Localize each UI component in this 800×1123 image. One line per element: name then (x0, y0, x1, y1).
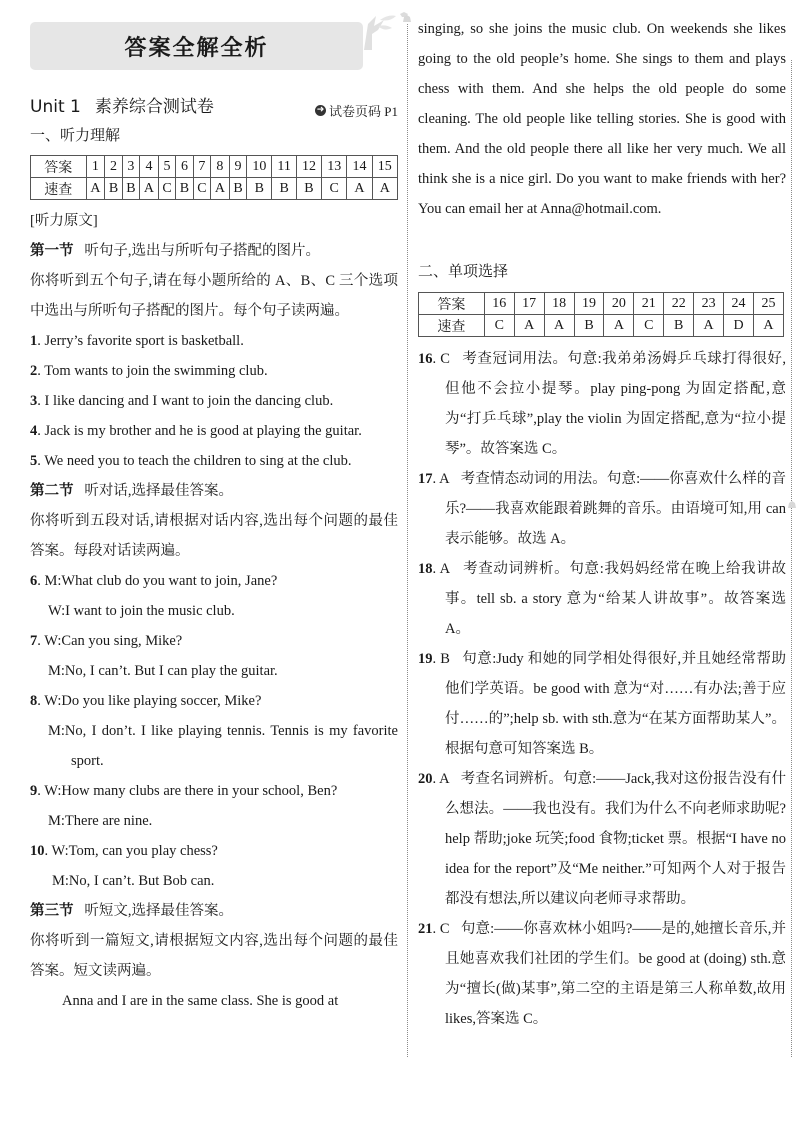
part1-heading: 第一节 (30, 243, 74, 259)
dialogue-text: M:What club do you want to join, Jane? (44, 573, 278, 589)
question-number-cell: 15 (372, 156, 397, 178)
part3-heading: 第三节 (30, 903, 74, 919)
table-row-answers (419, 315, 784, 337)
answer-cell: C (193, 178, 210, 200)
passage-continuation: singing, so she joins the music club. On weekends she likes going to the old people’s home. She sings to them and plays chess with them. And she helps the old people do some cleaning. The old people like telling stories. She is good with them. And the old people there all like her very much. We all think she is a nice girl. Do you want to make friends with her? You can email her at Anna@hotmail.com. (418, 21, 786, 217)
question-number-cell: 16 (484, 293, 514, 315)
question-number-cell: 11 (272, 156, 296, 178)
answer-cell: B (229, 178, 246, 200)
part2-description: 你将听到五段对话,请根据对话内容,选出每个问题的最佳答案。每段对话读两遍。 (30, 513, 398, 559)
item-text: Jerry’s favorite sport is basketball. (44, 333, 244, 349)
listening-sentence: 1. Jerry’s favorite sport is basketball. (30, 333, 244, 349)
item-number: 8 (30, 693, 38, 709)
answer-cell: C (484, 315, 514, 337)
item-number: 9 (30, 783, 38, 799)
arrow-right-icon: ➜ (316, 105, 325, 115)
passage-continuation-block (418, 14, 786, 224)
answer-cell: B (122, 178, 139, 200)
question-number-cell: 10 (247, 156, 272, 178)
question-number-cell: 14 (347, 156, 372, 178)
table-label: 速查 (31, 178, 87, 200)
item-number: 10 (30, 843, 45, 859)
item-number: 21 (418, 921, 433, 937)
page-ref-label: 试卷页码 P1 (329, 104, 398, 119)
question-number-cell: 21 (634, 293, 664, 315)
dialogue-line: 6. M:What club do you want to join, Jane? (30, 573, 278, 589)
answer-letter: A (439, 561, 451, 577)
answer-cell: B (176, 178, 193, 200)
item-number: 19 (418, 651, 433, 667)
section1-title: 一、听力理解 (30, 126, 121, 144)
answer-letter: A (439, 771, 450, 787)
table-label: 答案 (31, 156, 87, 178)
answer-letter: C (439, 921, 450, 937)
answer-cell: B (247, 178, 272, 200)
question-number-cell: 13 (322, 156, 347, 178)
hand-icon (786, 500, 798, 510)
answer-cell: A (544, 315, 574, 337)
listening-sentence: 2. Tom wants to join the swimming club. (30, 363, 268, 379)
explanations (418, 344, 786, 1034)
question-number-cell: 20 (604, 293, 634, 315)
answer-table-choice (418, 292, 784, 337)
item-text: We need you to teach the children to sing at the club. (44, 453, 352, 469)
hand-icon (401, 14, 413, 24)
unit-title (30, 92, 214, 117)
dialogue-text: M:No, I can’t. But Bob can. (52, 873, 215, 889)
item-number: 18 (418, 561, 433, 577)
right-edge-divider (791, 60, 792, 1057)
part2-heading-line (30, 476, 398, 506)
dialogue-line (30, 656, 398, 686)
explanation-text: 句意:——你喜欢林小姐吗?——是的,她擅长音乐,并且她喜欢我们社团的学生们。be good at (doing) sth.意为“擅长(做)某事”,第二空的主语是第三人称单数,故用 likes,答案选 C。 (445, 921, 787, 1027)
dialogue-text: M:No, I don’t. I like playing tennis. Tennis is my favorite sport. (48, 723, 398, 769)
part2-instruction: 听对话,选择最佳答案。 (84, 483, 233, 499)
answer-cell: C (158, 178, 175, 200)
part3-description: 你将听到一篇短文,请根据短文内容,选出每个问题的最佳答案。短文读两遍。 (30, 933, 398, 979)
table-row-answers (31, 178, 398, 200)
answer-cell: A (347, 178, 372, 200)
header-banner (30, 22, 363, 70)
unit-header (30, 92, 398, 120)
answer-cell: A (694, 315, 724, 337)
answer-cell: B (105, 178, 122, 200)
answer-cell: D (724, 315, 754, 337)
dialogue-text: M:No, I can’t. But I can play the guitar. (48, 663, 278, 679)
explanation-text: 考查情态动词的用法。句意:——你喜欢什么样的音乐?——我喜欢能跟着跳舞的音乐。由语境可知,用 can 表示能够。故选 A。 (445, 471, 787, 547)
answer-cell: B (574, 315, 604, 337)
explanation-text: 句意:Judy 和她的同学相处得很好,并且她经常帮助他们学英语。be good with 意为“对……有办法;善于应付……的”;help sb. with sth.意为“在某方面帮助某人”。根据句意可知答案选 B。 (445, 651, 787, 757)
dialogue-line (30, 866, 398, 896)
explanation-text: 考查冠词用法。句意:我弟弟汤姆乒乓球打得很好,但他不会拉小提琴。play ping-pong 为固定搭配,意为“打乒乓球”,play the violin 为固定搭配,意为“拉小提琴”。故答案选 C。 (445, 351, 787, 457)
dialogue-line: 8. W:Do you like playing soccer, Mike? (30, 693, 262, 709)
dialogue-text: M:There are nine. (48, 813, 153, 829)
answer-cell: A (86, 178, 105, 200)
item-number: 5 (30, 453, 38, 469)
dialogue-line: 10. W:Tom, can you play chess? (30, 843, 218, 859)
part1-items (30, 326, 398, 476)
part3-heading-line (30, 896, 398, 926)
transcript (30, 206, 398, 1016)
part2-items (30, 566, 398, 896)
answer-letter: A (439, 471, 450, 487)
question-number-cell: 18 (544, 293, 574, 315)
part1-description: 你将听到五个句子,请在每小题所给的 A、B、C 三个选项中选出与所听句子搭配的图片。每个句子读两遍。 (30, 273, 398, 319)
answer-cell: A (372, 178, 397, 200)
question-number-cell: 23 (694, 293, 724, 315)
answer-cell: A (514, 315, 544, 337)
part1-instruction: 听句子,选出与所听句子搭配的图片。 (84, 243, 320, 259)
answer-cell: C (634, 315, 664, 337)
part2-heading: 第二节 (30, 483, 74, 499)
item-number: 16 (418, 351, 433, 367)
question-number-cell: 9 (229, 156, 246, 178)
item-number: 2 (30, 363, 38, 379)
question-number-cell: 1 (86, 156, 105, 178)
question-number-cell: 5 (158, 156, 175, 178)
item-text: I like dancing and I want to join the dancing club. (44, 393, 334, 409)
explanation-item: 16. C 考查冠词用法。句意:我弟弟汤姆乒乓球打得很好,但他不会拉小提琴。play ping-pong 为固定搭配,意为“打乒乓球”,play the violin 为固定搭配,意为“拉小提琴”。故答案选 C。 (418, 351, 787, 457)
question-number-cell: 4 (140, 156, 159, 178)
listening-sentence: 5. We need you to teach the children to sing at the club. (30, 453, 352, 469)
dialogue-text: W:Tom, can you play chess? (51, 843, 218, 859)
explanation-text: 考查动词辨析。句意:我妈妈经常在晚上给我讲故事。tell sb. a story 意为“给某人讲故事”。故答案选 A。 (445, 561, 787, 637)
answer-letter: B (440, 651, 450, 667)
dialogue-text: W:Can you sing, Mike? (44, 633, 183, 649)
question-number-cell: 19 (574, 293, 604, 315)
question-number-cell: 7 (193, 156, 210, 178)
question-number-cell: 3 (122, 156, 139, 178)
answer-cell: B (296, 178, 321, 200)
section2-title: 二、单项选择 (418, 262, 509, 280)
dialogue-text: W:I want to join the music club. (48, 603, 235, 619)
listening-sentence: 4. Jack is my brother and he is good at playing the guitar. (30, 423, 362, 439)
page-reference[interactable] (315, 101, 398, 120)
explanation-text: 考查名词辨析。句意:——Jack,我对这份报告没有什么想法。——我也没有。我们为什么不向老师求助呢? help 帮助;joke 玩笑;food 食物;ticket 票。根据“I have no idea for the report”及“Me neither.”可知两个人对于报告都没有想法,所以建议向老师寻求帮助。 (445, 771, 787, 907)
item-number: 1 (30, 333, 38, 349)
table-label: 速查 (419, 315, 485, 337)
transcript-label: [听力原文] (30, 213, 98, 229)
dialogue-text: W:How many clubs are there in your school, Ben? (44, 783, 338, 799)
question-number-cell: 17 (514, 293, 544, 315)
answer-cell: A (211, 178, 230, 200)
unit-label: Unit 1 (30, 97, 81, 117)
question-number-cell: 22 (664, 293, 694, 315)
question-number-cell: 24 (724, 293, 754, 315)
unit-name: 素养综合测试卷 (94, 97, 214, 117)
item-number: 7 (30, 633, 38, 649)
dialogue-line (30, 596, 398, 626)
question-number-cell: 2 (105, 156, 122, 178)
dialogue-line (30, 806, 398, 836)
answer-cell: A (753, 315, 783, 337)
item-number: 20 (418, 771, 433, 787)
item-text: Tom wants to join the swimming club. (44, 363, 268, 379)
explanation-item: 17. A 考查情态动词的用法。句意:——你喜欢什么样的音乐?——我喜欢能跟着跳舞的音乐。由语境可知,用 can 表示能够。故选 A。 (418, 471, 787, 547)
part3-instruction: 听短文,选择最佳答案。 (84, 903, 233, 919)
answer-cell: A (604, 315, 634, 337)
item-number: 3 (30, 393, 38, 409)
explanation-item: 20. A 考查名词辨析。句意:——Jack,我对这份报告没有什么想法。——我也没有。我们为什么不向老师求助呢? help 帮助;joke 玩笑;food 食物;ticket 票。根据“I have no idea for the report”及“Me neither.”可知两个人对于报告都没有想法,所以建议向老师寻求帮助。 (418, 771, 787, 907)
listening-sentence: 3. I like dancing and I want to join the dancing club. (30, 393, 334, 409)
answer-cell: B (272, 178, 296, 200)
dialogue-line: 7. W:Can you sing, Mike? (30, 633, 183, 649)
explanation-item: 19. B 句意:Judy 和她的同学相处得很好,并且她经常帮助他们学英语。be good with 意为“对……有办法;善于应付……的”;help sb. with sth.意为“在某方面帮助某人”。根据句意可知答案选 B。 (418, 651, 787, 757)
dialogue-line: 9. W:How many clubs are there in your school, Ben? (30, 783, 338, 799)
question-number-cell: 12 (296, 156, 321, 178)
table-label: 答案 (419, 293, 485, 315)
table-row-numbers (31, 156, 398, 178)
question-number-cell: 8 (211, 156, 230, 178)
dialogue-text: W:Do you like playing soccer, Mike? (44, 693, 262, 709)
item-number: 6 (30, 573, 38, 589)
answer-letter: C (440, 351, 450, 367)
item-number: 17 (418, 471, 433, 487)
answer-table-listening (30, 155, 398, 200)
page-title: 答案全解全析 (124, 35, 269, 61)
table-row-numbers (419, 293, 784, 315)
dialogue-line (30, 716, 398, 776)
question-number-cell: 6 (176, 156, 193, 178)
question-number-cell: 25 (753, 293, 783, 315)
answer-cell: A (140, 178, 159, 200)
explanation-item: 18. A 考查动词辨析。句意:我妈妈经常在晚上给我讲故事。tell sb. a story 意为“给某人讲故事”。故答案选 A。 (418, 561, 787, 637)
answer-cell: C (322, 178, 347, 200)
item-text: Jack is my brother and he is good at playing the guitar. (44, 423, 362, 439)
part1-heading-line (30, 236, 398, 266)
column-divider (407, 24, 408, 1057)
explanation-item: 21. C 句意:——你喜欢林小姐吗?——是的,她擅长音乐,并且她喜欢我们社团的学生们。be good at (doing) sth.意为“擅长(做)某事”,第二空的主语是第三人称单数,故用 likes,答案选 C。 (418, 921, 787, 1027)
answer-cell: B (664, 315, 694, 337)
item-number: 4 (30, 423, 38, 439)
passage-start: Anna and I are in the same class. She is good at (62, 993, 339, 1009)
